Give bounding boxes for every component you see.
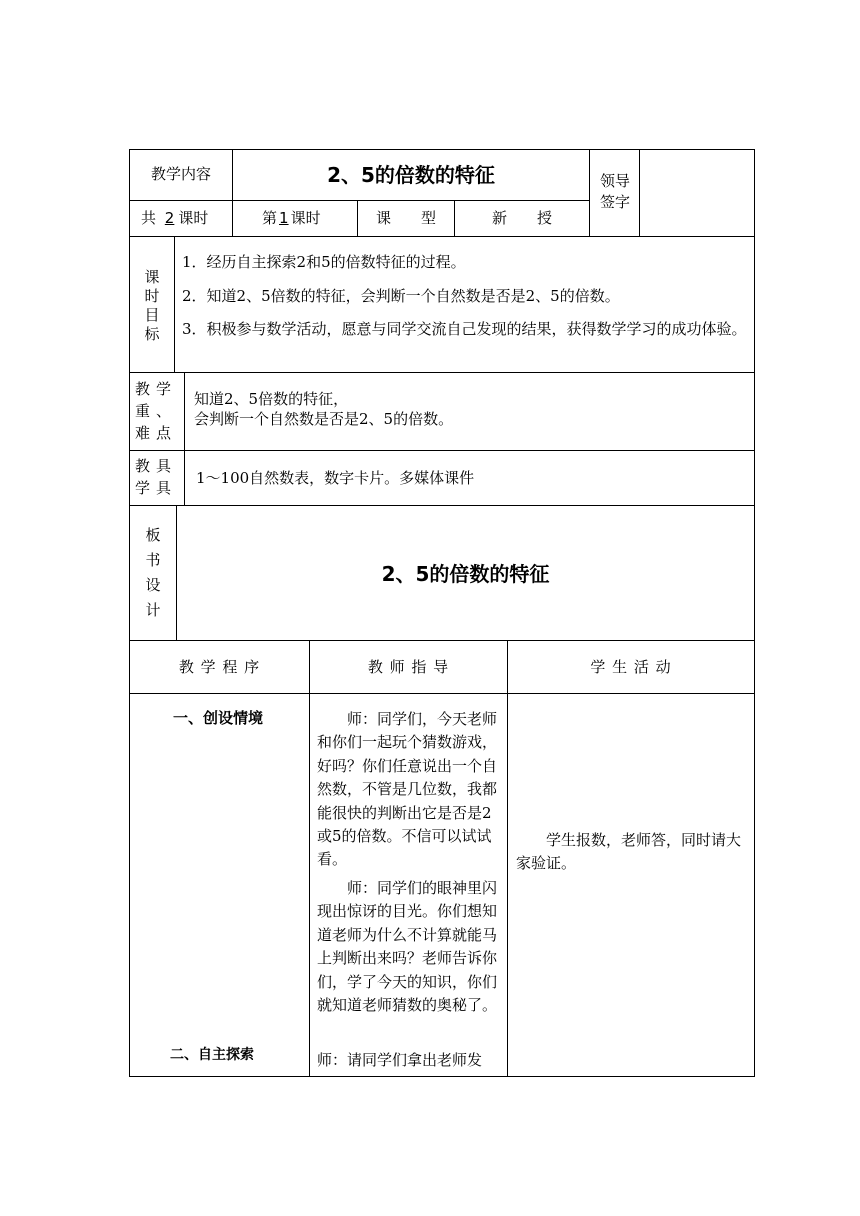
divider [129,372,755,373]
teacher-header: 教 师 指 导 [367,658,450,676]
key-point-line: 会判断一个自然数是否是2、5的倍数。 [194,410,454,428]
board-label: 板书设计 [145,526,161,619]
divider [184,372,185,506]
total-periods [141,207,208,229]
procedure-header: 教 学 程 序 [178,658,261,676]
divider [129,693,755,694]
type-value: 新 授 [491,209,552,227]
objective-item: 2．知道2、5倍数的特征，会判断一个自然数是否是2、5的倍数。 [182,287,620,305]
divider [129,200,590,201]
teacher-paragraph: 师：请同学们拿出老师发 [317,1051,483,1069]
divider [174,236,175,373]
lesson-title: 2、5的倍数的特征 [327,163,495,187]
total-count: 2 [164,209,175,227]
lesson-no: 1 [279,209,289,227]
divider [129,640,755,641]
lesson-prefix: 第 [262,209,278,227]
tools-value: 1～100自然数表，数字卡片。多媒体课件 [196,469,475,487]
divider [129,505,755,506]
student-activity: 学生报数，老师答，同时请大家验证。 [516,831,742,872]
student-header: 学 生 活 动 [590,658,672,676]
divider [129,450,755,451]
lesson-suffix: 课时 [290,209,321,227]
objective-item: 1．经历自主探索2和5的倍数特征的过程。 [182,253,466,271]
divider [639,149,640,237]
type-label: 课 型 [375,209,436,227]
teacher-paragraph: 师：同学们，今天老师和你们一起玩个猜数游戏，好吗？你们任意说出一个自然数，不管是几位数，我都能很快的判断出它是否是2或5的倍数。不信可以试试看。 [317,710,498,869]
divider [309,640,310,1077]
objective-item: 3．积极参与数学活动，愿意与同学交流自己发现的结果，获得数学学习的成功体验。 [182,320,747,338]
step-label: 二、自主探索 [170,1047,254,1063]
leader-sign-label: 领导签字 [599,172,630,211]
total-prefix: 共 [141,209,157,227]
table-border-left [129,149,130,1077]
lesson-number [262,207,321,229]
objectives-label: 课时目标 [144,268,160,343]
table-border-right [754,149,755,1077]
divider [129,236,755,237]
divider [507,640,508,1077]
divider [589,149,590,237]
step-label: 一、创设情境 [173,709,264,727]
board-title: 2、5的倍数的特征 [381,562,550,586]
key-point-line: 知道2、5倍数的特征， [194,390,349,408]
table-border-top [129,149,755,150]
content-label: 教学内容 [150,165,211,183]
key-points-label: 教学重、难点 [135,380,178,442]
total-suffix: 课时 [178,209,209,227]
tools-label: 教具学具 [135,457,178,497]
teacher-paragraph: 师：同学们的眼神里闪现出惊讶的目光。你们想知道老师为什么不计算就能马上判断出来吗？老师告诉你们，学了今天的知识，你们就知道老师猜数的奥秘了。 [317,879,498,1015]
table-border-bottom [129,1076,755,1077]
